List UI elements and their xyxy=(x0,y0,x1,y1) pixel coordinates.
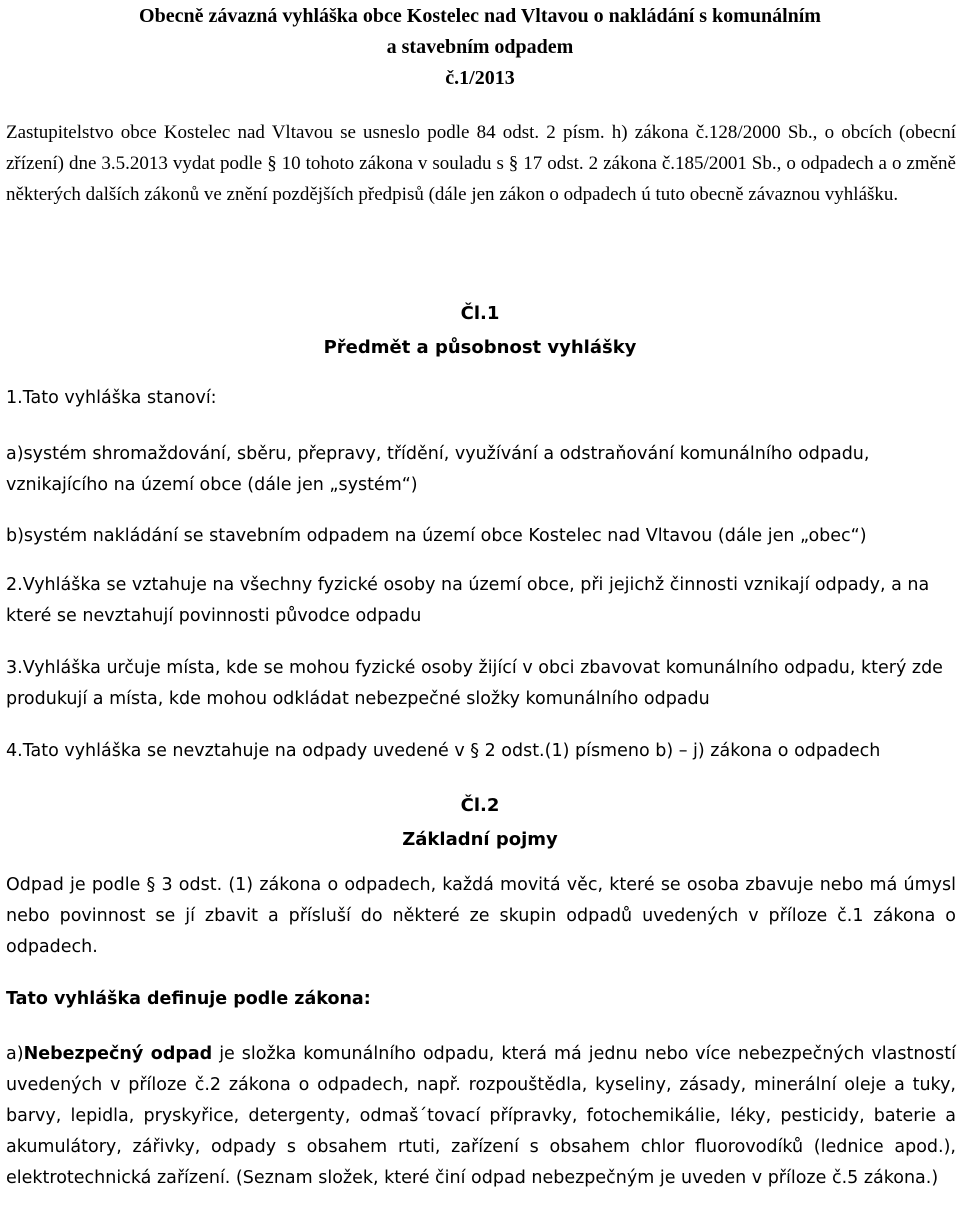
document-title xyxy=(0,1,960,94)
article-1-paragraph-3: 3.Vyhláška určuje místa, kde se mohou fyzické osoby žijící v obci zbavovat komunálního odpadu, který zde produkují a místa, kde mohou odkládat nebezpečné složky komunálního odpadu xyxy=(6,658,943,709)
intro-paragraph: Zastupitelstvo obce Kostelec nad Vltavou se usneslo podle 84 odst. 2 písm. h) zákona č.128/2000 Sb., o obcích (obecní zřízení) dne 3.5.2013 vydat podle § 10 tohoto zákona v souladu s § 17 odst. 2 zákona č.185/2001 Sb., o odpadech a o změně některých dalších zákonů ve znění pozdějších předpisů (dále jen zákon o odpadech ú tuto obecně závaznou vyhlášku. xyxy=(6,122,956,205)
article-1-item-a: a)systém shromaždování, sběru, přepravy, třídění, využívání a odstraňování komunálního odpadu, vznikajícího na území obce (dále jen „systém“) xyxy=(6,444,870,495)
document-title-line-1: Obecně závazná vyhláška obce Kostelec nad Vltavou o nakládání s komunálním xyxy=(139,5,821,27)
article-1-paragraph-2: 2.Vyhláška se vztahuje na všechny fyzické osoby na území obce, při jejichž činnosti vznikají odpady, a na které se nevztahují povinnosti původce odpadu xyxy=(6,575,930,626)
article-2-title: Základní pojmy xyxy=(402,829,558,850)
article-2-definition: Odpad je podle § 3 odst. (1) zákona o odpadech, každá movitá věc, které se osoba zbavuje nebo má úmysl nebo povinnost se jí zbavit a přísluší do některé ze skupin odpadů uvedených v příloze č.1 zákona o odpadech. xyxy=(6,875,956,957)
item-a-text: je složka komunálního odpadu, která má jednu nebo více nebezpečných vlastností uvedených v příloze č.2 zákona o odpadech, např. rozpouštědla, kyseliny, zásady, minerální oleje a tuky, barvy, lepidla, pryskyřice, detergenty, odmaš´tovací přípravky, fotochemikálie, léky, pesticidy, baterie a akumulátory, zářivky, odpady s obsahem rtuti, zařízení s obsahem chlor fluorovodíků (lednice apod.), elektrotechnická zařízení. (Seznam složek, které činí odpad nebezpečným je uveden v příloze č.5 zákona.) xyxy=(6,1044,956,1188)
article-2-item-a xyxy=(6,1039,956,1194)
article-1-number: Čl.1 xyxy=(460,303,500,324)
item-a-prefix: a) xyxy=(6,1044,24,1064)
document-title-line-3: č.1/2013 xyxy=(445,67,515,89)
article-1-item-b: b)systém nakládání se stavebním odpadem na území obce Kostelec nad Vltavou (dále jen „obec“) xyxy=(6,526,867,546)
item-a-term: Nebezpečný odpad xyxy=(23,1044,213,1064)
document-title-line-2: a stavebním odpadem xyxy=(386,36,574,58)
article-1-heading xyxy=(0,297,960,365)
article-2-defines-heading: Tato vyhláška definuje podle zákona: xyxy=(6,989,371,1009)
article-1-title: Předmět a působnost vyhlášky xyxy=(323,337,637,358)
article-1-paragraph-1-intro: 1.Tato vyhláška stanoví: xyxy=(6,388,217,408)
article-2-number: Čl.2 xyxy=(460,795,500,816)
article-1-paragraph-4: 4.Tato vyhláška se nevztahuje na odpady uvedené v § 2 odst.(1) písmeno b) – j) zákona o odpadech xyxy=(6,741,881,761)
article-2-heading xyxy=(0,789,960,857)
